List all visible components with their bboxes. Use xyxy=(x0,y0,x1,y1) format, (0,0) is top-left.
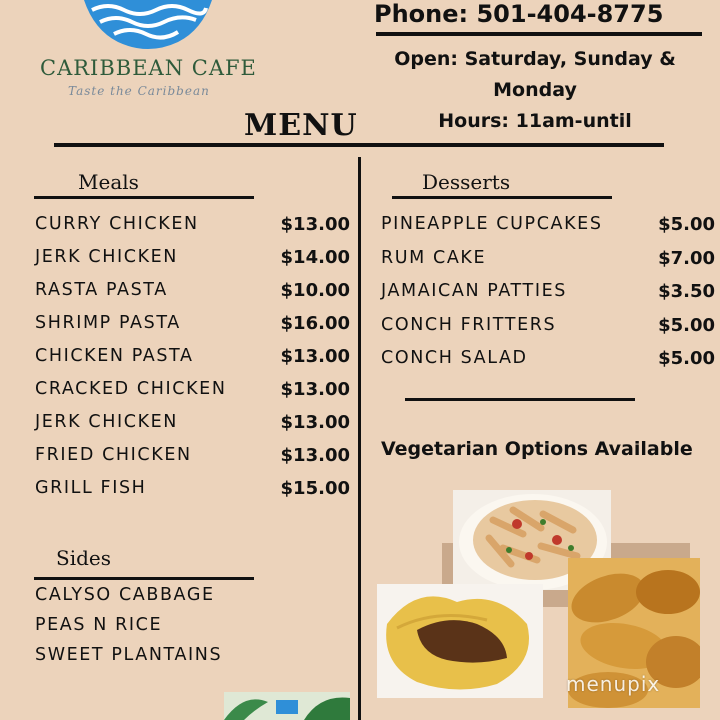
side-item-name: CALYSO CABBAGE xyxy=(35,585,215,605)
column-divider xyxy=(358,157,361,720)
sides-heading-underline xyxy=(34,577,254,580)
watermark: menupix xyxy=(566,672,661,696)
waves-icon xyxy=(78,0,218,52)
open-days-line2: Monday xyxy=(493,79,577,101)
brand-tagline: Taste the Caribbean xyxy=(68,84,210,98)
menu-divider xyxy=(54,143,664,147)
desserts-heading: Desserts xyxy=(422,170,511,194)
phone-number: Phone: 501-404-8775 xyxy=(374,0,664,28)
item-price: $3.50 xyxy=(658,281,715,302)
header-divider xyxy=(376,32,702,36)
item-price: $13.00 xyxy=(280,214,350,235)
meal-item-name: CRACKED CHICKEN xyxy=(35,379,227,399)
patties-photo xyxy=(377,584,543,698)
side-item-name: PEAS N RICE xyxy=(35,615,163,635)
meal-item-name: SHRIMP PASTA xyxy=(35,313,181,333)
side-item-name: SWEET PLANTAINS xyxy=(35,645,223,665)
item-price: $5.00 xyxy=(658,348,715,369)
meal-item-name: FRIED CHICKEN xyxy=(35,445,192,465)
dessert-item-name: RUM CAKE xyxy=(381,247,487,268)
item-price: $10.00 xyxy=(280,280,350,301)
vegetarian-note: Vegetarian Options Available xyxy=(381,438,693,460)
item-price: $14.00 xyxy=(280,247,350,268)
item-price: $5.00 xyxy=(658,314,715,336)
meal-item-name: JERK CHICKEN xyxy=(35,247,178,267)
dessert-item-name: PINEAPPLE CUPCAKES xyxy=(381,214,603,234)
open-days-line1: Open: Saturday, Sunday & xyxy=(394,48,676,70)
item-price: $13.00 xyxy=(280,379,350,400)
item-price: $7.00 xyxy=(658,247,715,269)
meals-heading-underline xyxy=(34,196,254,199)
desserts-end-divider xyxy=(405,398,635,401)
brand-name: CARIBBEAN CAFE xyxy=(40,56,257,80)
meals-heading: Meals xyxy=(78,170,139,194)
item-price: $15.00 xyxy=(280,478,350,499)
meal-item-name: CHICKEN PASTA xyxy=(35,346,194,366)
dessert-item-name: JAMAICAN PATTIES xyxy=(381,281,567,301)
dessert-item-name: CONCH SALAD xyxy=(381,348,528,368)
item-price: $13.00 xyxy=(280,346,350,367)
meal-item-name: CURRY CHICKEN xyxy=(35,214,199,234)
sides-heading: Sides xyxy=(56,546,111,570)
opening-hours: Hours: 11am-until xyxy=(438,110,632,132)
desserts-heading-underline xyxy=(392,196,612,199)
menu-title: MENU xyxy=(244,108,358,143)
item-price: $5.00 xyxy=(658,214,715,235)
item-price: $13.00 xyxy=(280,445,350,466)
dessert-item-name: CONCH FRITTERS xyxy=(381,314,557,335)
leaf-graphic xyxy=(224,692,350,720)
meal-item-name: JERK CHICKEN xyxy=(35,412,178,432)
item-price: $16.00 xyxy=(280,313,350,334)
meal-item-name: RASTA PASTA xyxy=(35,280,168,300)
meal-item-name: GRILL FISH xyxy=(35,478,147,498)
item-price: $13.00 xyxy=(280,412,350,433)
